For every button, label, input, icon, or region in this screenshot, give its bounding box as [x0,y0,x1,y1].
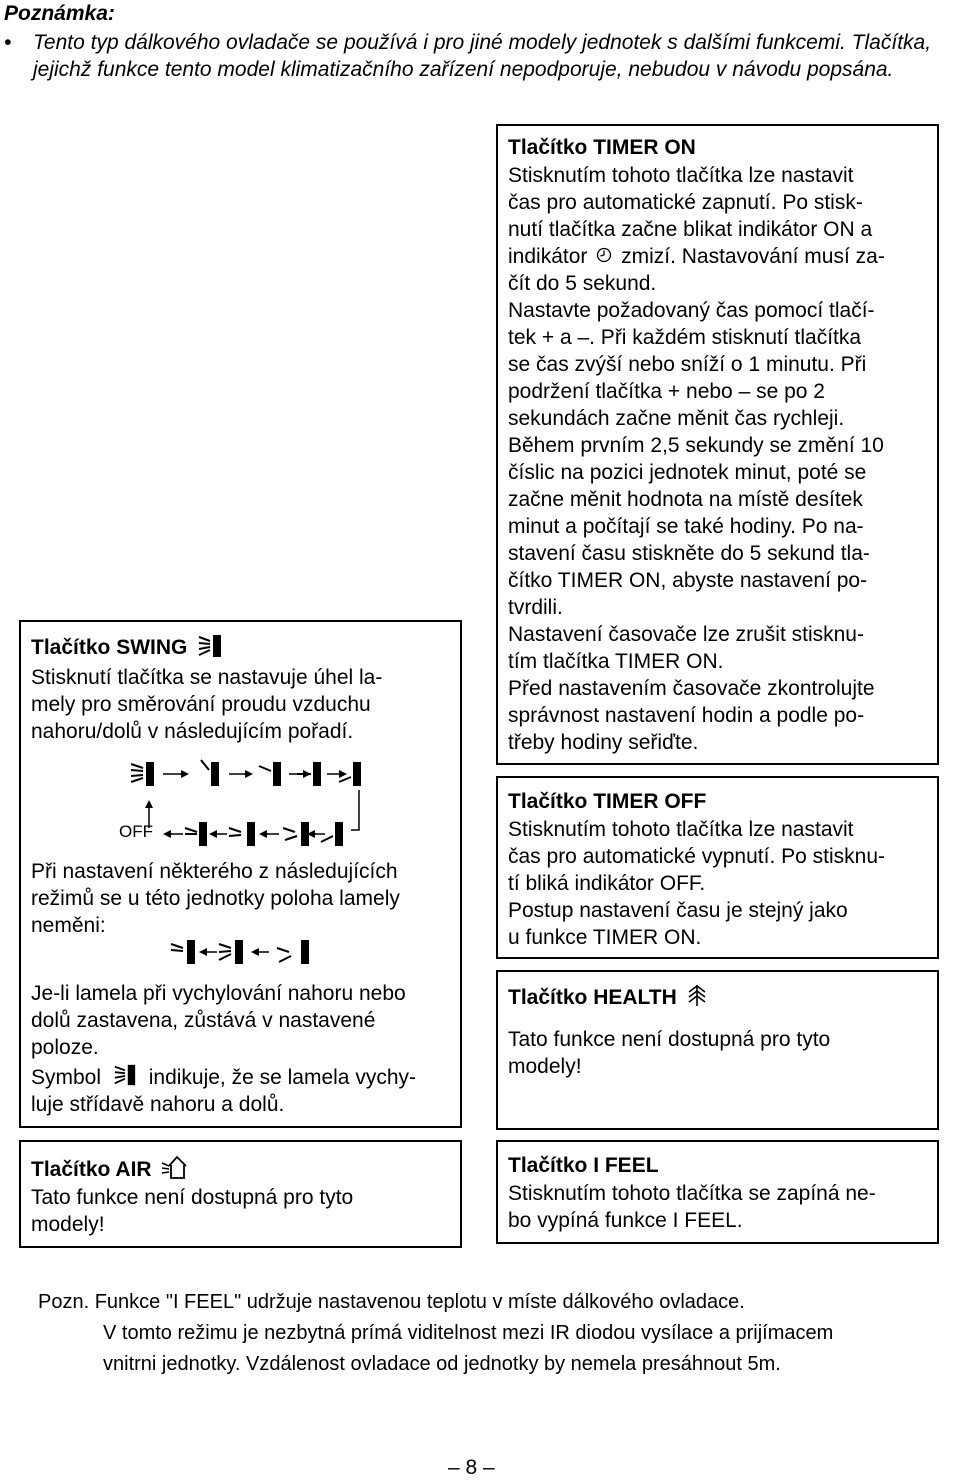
return-line [351,790,359,830]
text-line: čas pro automatické vypnutí. Po stisknu- [508,845,886,868]
text-line: Stisknutím tohoto tlačítka lze nastavit [508,818,854,841]
timer-off-section [496,776,939,959]
timer-on-title: Tlačítko TIMER ON [508,136,696,159]
text-line: stavení času stiskněte do 5 sekund tla- [508,542,870,565]
text-line: Tato funkce není dostupná pro tyto [508,1028,831,1051]
text-line: Před nastavením časovače zkontrolujte [508,677,875,700]
text-fragment: zmizí. Nastavování musí za- [621,245,885,268]
swing-title: Tlačítko SWING [31,636,188,659]
off-label: OFF [119,822,153,841]
louver-position-3-icon [283,822,309,846]
timer-off-description [508,816,885,951]
text-line: modely! [31,1213,105,1236]
ifeel-section [496,1140,939,1244]
text-fragment: indikátor [508,245,588,268]
text-line: sekundách začne měnit čas rychleji. [508,407,845,430]
timer-on-section [496,124,939,765]
health-section [496,970,939,1130]
note-title: Poznámka: [4,2,115,25]
text-line: Postup nastavení času je stejný jako [508,899,848,922]
text-line: podržení tlačítka + nebo – se po 2 [508,380,825,403]
swing-section [19,620,462,1128]
text-line: Nastavte požadovaný čas pomocí tlačí- [508,299,875,322]
text-line: Tato funkce není dostupná pro tyto [31,1186,354,1209]
air-heading [31,1158,189,1182]
swing-icon [113,1063,137,1087]
text-line: tí bliká indikátor OFF. [508,872,706,895]
text-line: poloze. [31,1036,99,1059]
text-line: bo vypíná funkce I FEEL. [508,1209,743,1232]
health-heading [508,986,708,1010]
air-description [31,1184,353,1238]
ifeel-description [508,1180,876,1234]
text-line: čítko TIMER ON, abyste nastavení po- [508,569,868,592]
louver-position-1-icon [185,822,207,846]
clock-icon [596,247,612,263]
text-line: tvrdili. [508,596,563,619]
text-line: čas pro automatické zapnutí. Po stisk- [508,191,863,214]
swing-fixed-text [31,858,400,939]
louver-position-1-icon [201,760,219,786]
text-line: čít do 5 sekund. [508,272,657,295]
text-fragment: Symbol [31,1066,102,1089]
arrow-right-icon [327,770,347,778]
text-line: začne měnit hodnota na místě desítek [508,488,863,511]
air-section [19,1140,462,1248]
louver-position-3-icon [297,762,321,786]
text-line: vnitrni jednotky. Vzdálenost ovladace od jednotky by nemela presáhnout 5m. [103,1353,781,1375]
text-line: Nastavení časovače lze zrušit stisknu- [508,623,864,646]
text-fragment: indikuje, že se lamela vychy- [148,1066,416,1089]
text-line: nutí tlačítka začne blikat indikátor ON a [508,218,873,241]
note-bullet [4,30,954,83]
swing-icon [131,762,154,786]
text-line: dolů zastavena, zůstává v nastavené [31,1009,376,1032]
text-line: Stisknutím tohoto tlačítka se zapíná ne- [508,1182,876,1205]
text-line: třeby hodiny seřiďte. [508,731,699,754]
text-line: číslic na pozici jednotek minut, poté se [508,461,867,484]
text-line: modely! [508,1055,582,1078]
swing-symbol-text [31,1064,416,1118]
text-line: nahoru/dolů v následujícím pořadí. [31,720,354,743]
arrow-left-icon [251,948,269,956]
timer-on-description [508,162,933,756]
louver-fixed-3-icon [277,940,309,964]
swing-stopped-text [31,980,451,1061]
text-line: režimů se u této jednotky poloha lamely [31,887,400,910]
text-line: luje střídavě nahoru a dolů. [31,1093,285,1116]
text-line: se čas zvýší nebo sníží o 1 minutu. Při [508,353,867,376]
text-line: Je-li lamela při vychylování nahoru nebo [31,982,406,1005]
arrow-left-icon [259,830,279,838]
note-bullet-text: Tento typ dálkového ovladače se používá i pro jiné modely jednotek s dalšími funkcemi. Tlačítka, jejichž funkce tento model klimatizačního zařízení nepodporuje, nebudou v návodu popsána. [33,31,932,81]
arrow-left-icon [209,830,227,838]
ifeel-title: Tlačítko I FEEL [508,1154,659,1177]
text-line: V tomto režimu je nezbytná prímá viditelnost mezi IR diodou vysílace a prijímacem [103,1322,834,1344]
health-title: Tlačítko HEALTH [508,986,677,1009]
text-line: Stisknutím tohoto tlačítka lze nastavit [508,164,854,187]
text-line: neměni: [31,914,106,937]
air-title: Tlačítko AIR [31,1158,152,1181]
arrow-right-icon [229,770,253,778]
timer-off-title: Tlačítko TIMER OFF [508,790,707,813]
text-line: Během prvním 2,5 sekundy se změní 10 [508,434,884,457]
arrow-right-icon [163,770,189,778]
air-icon [161,1154,189,1180]
text-line: Pozn. Funkce "I FEEL" udržuje nastavenou teplotu v míste dálkového ovladace. [38,1291,745,1313]
health-description [508,1026,830,1080]
text-line: Při nastavení některého z následujících [31,860,398,883]
text-line: správnost nastavení hodin a podle po- [508,704,865,727]
arrow-left-icon [199,948,217,956]
text-line: minut a počítají se také hodiny. Po na- [508,515,864,538]
text-line: Stisknutí tlačítka se nastavuje úhel la- [31,666,383,689]
text-line: u funkce TIMER ON. [508,926,702,949]
text-line: mely pro směrování proudu vzduchu [31,693,371,716]
louver-position-2-icon [229,822,255,846]
louver-fixed-1-icon [171,940,195,964]
bullet-symbol: • [4,31,12,54]
footer-note [38,1287,833,1380]
page-number: – 8 – [448,1456,495,1479]
text-line: tím tlačítka TIMER ON. [508,650,724,673]
text-line: tek + a –. Při každém stisknutí tlačítka [508,326,862,349]
louver-fixed-2-icon [219,940,243,964]
health-icon [686,983,708,1007]
arrow-left-icon [307,830,325,838]
arrow-left-icon [163,830,183,838]
louver-position-2-icon [259,762,281,786]
